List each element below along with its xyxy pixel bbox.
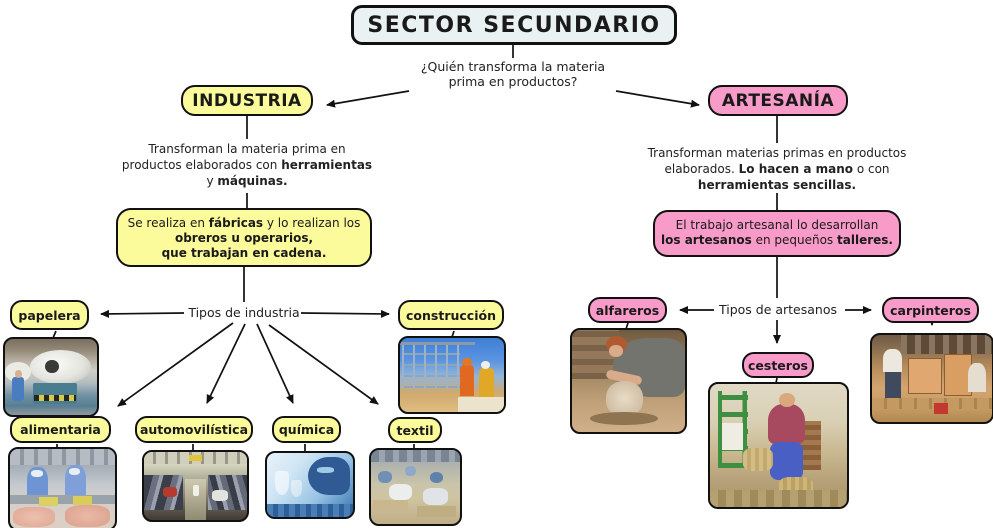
arrow-to-textil <box>269 325 378 404</box>
crate-shape <box>39 497 58 506</box>
white-car-shape <box>212 490 228 501</box>
arrow-to-quimica <box>257 324 293 403</box>
worktable-shape <box>417 506 456 516</box>
steel-truss-shape <box>402 345 460 388</box>
conveyor-belt-shape <box>10 495 115 504</box>
arrow-to-construccion <box>301 313 389 314</box>
machinery-rail-shape <box>10 449 115 465</box>
carpinteros-photo <box>870 333 993 424</box>
yellow-sign-shape <box>189 455 201 461</box>
artesania-node <box>708 85 848 116</box>
alfareros-photo <box>570 328 687 434</box>
tool-shelf-shape <box>901 335 992 354</box>
factory-background-shape <box>371 450 460 462</box>
artesania-description: Transforman materias primas en productos elaborados. Lo hacen a mano o con herramientas sencillas. <box>647 146 907 192</box>
industria-label: INDUSTRIA <box>192 90 302 111</box>
workbench-shape <box>872 398 992 409</box>
arrow-to-papelera <box>101 313 184 314</box>
blueprint-table-shape <box>458 397 504 412</box>
fabric-pile-shape <box>423 488 448 504</box>
title-node <box>351 5 677 45</box>
question-text: ¿Quién transforma la materia prima en productos? <box>420 59 606 89</box>
cesteros-photo <box>708 382 849 509</box>
red-car-shape <box>163 487 177 497</box>
quimica-node: química <box>272 416 341 443</box>
cesteros-node: cesteros <box>742 352 814 378</box>
alimentaria-photo <box>8 447 117 528</box>
worktable-shape <box>373 500 409 510</box>
industria-note-box: Se realiza en fábricas y lo realizan los obreros u operarios, que trabajan en cadena. <box>116 208 372 267</box>
quimica-photo <box>265 451 355 519</box>
construccion-node: construcción <box>398 300 504 330</box>
papelera-photo <box>3 337 99 417</box>
carpinteros-node: carpinteros <box>882 297 979 323</box>
sewing-worker-figure <box>405 466 417 476</box>
red-toolbox-shape <box>934 403 947 414</box>
clay-pot-shape <box>606 381 643 416</box>
carpenter-figure <box>883 349 902 372</box>
automovilistica-photo <box>142 450 249 522</box>
face-mask-shape <box>31 470 43 477</box>
lab-technician-figure <box>308 457 349 495</box>
sewing-worker-figure <box>378 471 392 483</box>
crate-shape <box>73 496 92 505</box>
industria-description: Transforman la materia prima en productos elaborados con herramientas y máquinas. <box>121 142 373 188</box>
worker-figure <box>193 485 198 496</box>
textil-node: textil <box>388 417 442 443</box>
hazard-stripe-shape <box>34 395 76 400</box>
goggles-shape <box>317 467 334 473</box>
flask-shape <box>275 471 290 495</box>
lab-bench-shape <box>267 504 353 517</box>
orange-helmet-shape <box>462 358 471 366</box>
pottery-wheel-shape <box>590 412 658 425</box>
worker-orange-figure <box>460 365 474 396</box>
wood-panel-shape <box>908 358 942 395</box>
weaver-head-shape <box>779 393 795 408</box>
textil-photo <box>369 448 462 526</box>
arrow-to-automovilistica <box>207 324 245 403</box>
alfareros-node: alfareros <box>588 297 667 323</box>
page-title: SECTOR SECUNDARIO <box>367 12 661 38</box>
arrow-to-industria <box>327 91 409 105</box>
arrow-to-alimentaria <box>118 323 233 406</box>
artesania-note-box: El trabajo artesanal lo desarrollan los artesanos en pequeños talleres. <box>653 210 901 257</box>
papelera-node: papelera <box>10 300 89 330</box>
tipos-de-industria-label: Tipos de industria <box>188 305 300 320</box>
flask-shape <box>291 480 302 497</box>
worker-figure <box>12 377 24 401</box>
basket-shape <box>743 448 773 471</box>
industria-node <box>181 85 313 116</box>
carpenter-figure <box>968 363 986 393</box>
artesania-label: ARTESANÍA <box>721 90 835 111</box>
sewing-worker-figure <box>430 472 443 483</box>
meat-pile-shape <box>65 505 110 527</box>
construccion-photo <box>398 336 506 414</box>
woven-mat-floor-shape <box>710 490 847 507</box>
potter-face-shape <box>609 345 623 356</box>
weaver-torso-figure <box>768 404 805 445</box>
automovilistica-node: automovilística <box>135 416 253 443</box>
weaver-legs-shape <box>770 442 803 480</box>
paper-roll-big-shape <box>30 350 91 384</box>
tipos-de-artesanos-label: Tipos de artesanos <box>718 302 838 317</box>
fabric-pile-shape <box>389 484 412 500</box>
meat-pile-shape <box>13 507 55 527</box>
machine-shape <box>33 383 77 404</box>
alimentaria-node: alimentaria <box>10 416 111 443</box>
white-sheet-shape <box>722 423 743 450</box>
arrow-to-artesania <box>616 91 699 105</box>
worker-yellow-figure <box>479 368 494 398</box>
